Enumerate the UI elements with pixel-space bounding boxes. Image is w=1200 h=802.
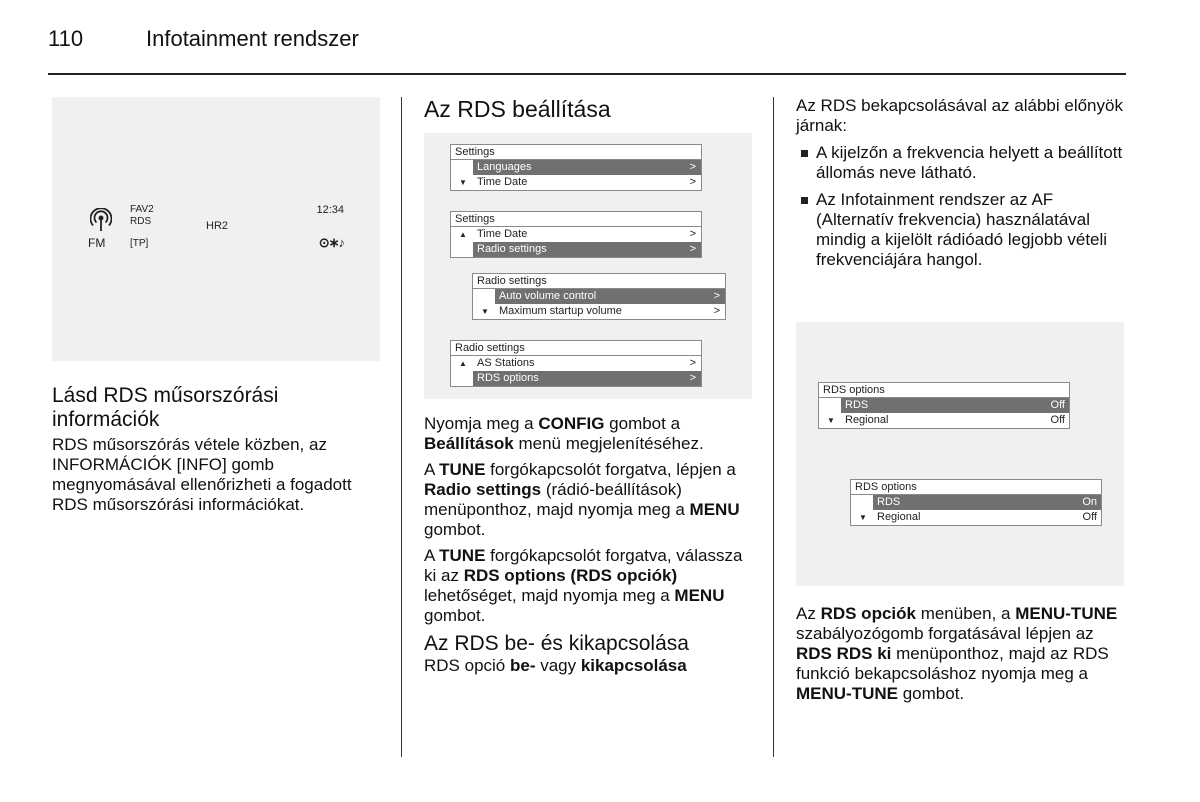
arrow-up-icon: ▲ <box>459 230 467 239</box>
settings-menu-figure <box>424 133 752 399</box>
chevron-right-icon: > <box>689 228 696 240</box>
menu-item <box>451 175 701 190</box>
chevron-right-icon: > <box>689 357 696 369</box>
bullet-item: A kijelzőn a frekvencia helyett a beállított állomás neve látható. <box>796 143 1126 183</box>
favourite-label: FAV2 <box>130 204 154 215</box>
menu-item <box>495 289 725 304</box>
chevron-right-icon: > <box>689 243 696 255</box>
section-heading: Lásd RDS műsorszórási információk <box>52 384 279 431</box>
band-label: FM <box>88 236 106 250</box>
paragraph: Nyomja meg a CONFIG gombot a Beállítások menü megjelenítéséhez. <box>424 414 704 453</box>
tp-label: [TP] <box>130 238 149 249</box>
menu-item-label: Time Date <box>477 176 528 188</box>
menu-item <box>473 242 701 257</box>
bullet-item: Az Infotainment rendszer az AF (Alternatív frekvencia) használatával mindig a kijelölt rádióadó legjobb vételi frekvenciájára hangol. <box>796 190 1126 270</box>
antenna-icon <box>90 208 112 232</box>
chevron-right-icon: > <box>689 176 696 188</box>
arrow-down-icon: ▼ <box>481 307 489 316</box>
menu-box <box>450 144 702 191</box>
menu-item-label: RDS <box>845 399 869 411</box>
rds-info-section <box>52 384 382 515</box>
menu-item-label: Radio settings <box>477 243 547 255</box>
rds-benefits <box>796 96 1126 270</box>
chevron-right-icon: > <box>713 305 720 317</box>
menu-item-value: Off <box>1050 414 1065 426</box>
menu-title: Settings <box>451 212 701 227</box>
menu-item-value: On <box>1082 496 1097 508</box>
menu-item-label: Regional <box>877 511 921 523</box>
menu-box <box>850 479 1102 526</box>
menu-item <box>451 227 701 242</box>
menu-item-label: RDS <box>877 496 901 508</box>
menu-item-label: RDS options <box>477 372 539 384</box>
arrow-down-icon: ▼ <box>859 513 867 522</box>
menu-item <box>841 398 1069 413</box>
section-heading: Az RDS beállítása <box>424 96 611 122</box>
paragraph: A TUNE forgókapcsolót forgatva, lépjen a Radio settings (rádió-beállítások) menüponthoz, majd nyomja meg a MENU gombot. <box>424 460 740 539</box>
menu-item-label: Regional <box>845 414 889 426</box>
menu-item-label: Maximum startup volume <box>499 305 622 317</box>
status-icons: ⊙∗♪ <box>318 235 344 250</box>
menu-item <box>473 160 701 175</box>
page-number: 110 <box>48 26 84 51</box>
menu-item <box>873 495 1101 510</box>
menu-item <box>473 304 725 319</box>
menu-item-value: Off <box>1082 511 1097 523</box>
menu-title: Radio settings <box>451 341 701 356</box>
column-divider-2 <box>773 97 774 757</box>
menu-title: Radio settings <box>473 274 725 289</box>
menu-box <box>472 273 726 320</box>
menu-title: RDS options <box>819 383 1069 398</box>
paragraph: RDS műsorszórás vétele közben, az INFORMÁCIÓK [INFO] gomb megnyomásával ellenőrizheti a fogadott RDS műsorszórási információkat. <box>52 435 352 514</box>
radio-display-figure <box>52 97 380 361</box>
menu-item-value: Off <box>1050 399 1065 411</box>
clock: 12:34 <box>316 204 344 216</box>
menu-item-label: AS Stations <box>477 357 535 369</box>
menu-item <box>819 413 1069 428</box>
page-header <box>48 26 359 60</box>
header-rule <box>48 73 1126 75</box>
menu-item <box>473 371 701 386</box>
arrow-down-icon: ▼ <box>827 416 835 425</box>
menu-item <box>851 510 1101 525</box>
chevron-right-icon: > <box>689 372 696 384</box>
section-subheading: Az RDS be- és kikapcsolása <box>424 632 689 655</box>
chevron-right-icon: > <box>689 161 696 173</box>
menu-box <box>450 340 702 387</box>
menu-item-label: Time Date <box>477 228 528 240</box>
chevron-right-icon: > <box>713 290 720 302</box>
arrow-up-icon: ▲ <box>459 359 467 368</box>
menu-item-label: Auto volume control <box>499 290 597 302</box>
paragraph: A TUNE forgókapcsolót forgatva, válassza ki az RDS options (RDS opciók) lehetőséget, majd nyomja meg a MENU gombot. <box>424 546 743 625</box>
menu-item <box>451 356 701 371</box>
paragraph: RDS opció be- vagy kikapcsolása <box>424 656 687 675</box>
rds-options-figure <box>796 322 1124 586</box>
radio-display <box>86 202 348 258</box>
rds-label: RDS <box>130 216 152 227</box>
menu-title: Settings <box>451 145 701 160</box>
rds-settings-instructions <box>424 414 754 682</box>
paragraph: Az RDS opciók menüben, a MENU-TUNE szabályozógomb forgatásával lépjen az RDS RDS ki menüponthoz, majd az RDS funkció bekapcsoláshoz nyomja meg a MENU-TUNE gombot. <box>796 604 1118 703</box>
menu-box <box>818 382 1070 429</box>
station-name: HR2 <box>206 220 229 232</box>
chapter-title: Infotainment rendszer <box>146 26 359 51</box>
column-divider-1 <box>401 97 402 757</box>
menu-item-label: Languages <box>477 161 532 173</box>
intro-paragraph: Az RDS bekapcsolásával az alábbi előnyök járnak: <box>796 96 1123 135</box>
menu-title: RDS options <box>851 480 1101 495</box>
arrow-down-icon: ▼ <box>459 178 467 187</box>
menu-box <box>450 211 702 258</box>
